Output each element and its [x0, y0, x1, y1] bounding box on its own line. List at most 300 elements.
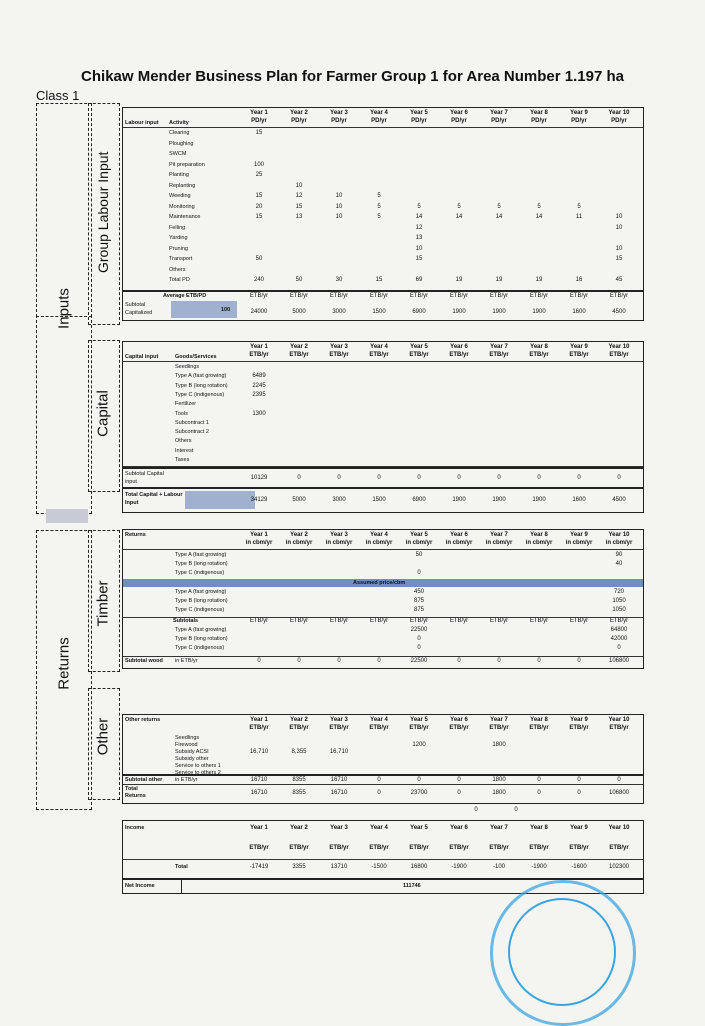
- year-header: Year 5: [410, 825, 428, 831]
- capital-row-label: Taxes: [175, 457, 190, 463]
- timber-value-row-label: Type B (long rotation): [175, 636, 228, 642]
- other-row-label: Subsidy other: [175, 756, 209, 762]
- timber-price-row-label: Type B (long rotation): [175, 598, 228, 604]
- unit-header: ETB/yr: [529, 725, 549, 731]
- capital-row-value: 1300: [252, 410, 266, 417]
- labour-subtotal-value: 5000: [292, 309, 306, 315]
- etb-unit: ETB/yr: [409, 293, 429, 299]
- timber-price-row-value: 1050: [612, 607, 626, 613]
- labour-row-value: 10: [335, 214, 343, 220]
- unit-header: ETB/yr: [409, 352, 429, 358]
- labour-row-value: 50: [295, 277, 303, 283]
- capital-subtotal-label: Subtotal Capital input: [125, 471, 164, 485]
- other-returns-label: Other returns: [125, 717, 161, 723]
- timber-volume-row-value: 40: [615, 561, 623, 567]
- income-total-value: -1900: [531, 864, 547, 870]
- capital-subtotal-value: 0: [297, 475, 301, 481]
- shaded-marker: [46, 509, 88, 523]
- unit-header: ETB/yr: [249, 352, 269, 358]
- other-subtotal-value: 0: [537, 777, 541, 783]
- income-total-value: -1900: [451, 864, 467, 870]
- other-total-value: 16710: [250, 790, 268, 796]
- etb-unit: ETB/yr: [329, 618, 349, 624]
- unit-header: ETB/yr: [249, 845, 269, 851]
- timber-subtotal-value: 0: [497, 658, 501, 664]
- capital-row-label: Tools: [175, 410, 188, 417]
- other-subtotal-value: 0: [577, 777, 581, 783]
- income-total-value: 102300: [608, 864, 630, 870]
- etb-unit: ETB/yr: [409, 618, 429, 624]
- labour-row-value: 100: [253, 161, 264, 168]
- labour-row-value: 5: [497, 203, 501, 210]
- other-row-value: 8,355: [291, 749, 307, 755]
- timber-subtotal-value: 0: [297, 658, 301, 664]
- labour-row-label: Planting: [169, 172, 189, 178]
- labour-subtotal-value: 24000: [250, 309, 268, 315]
- labour-row-value: 45: [615, 277, 623, 283]
- capital-total-value: 1500: [372, 497, 386, 503]
- timber-table: [122, 529, 644, 669]
- year-header: Year 3: [330, 532, 348, 538]
- unit-header: ETB/yr: [289, 725, 309, 731]
- unit-header: ETB/yr: [609, 352, 629, 358]
- other-subtotal-value: 16710: [330, 777, 348, 783]
- unit-header: ETB/yr: [569, 725, 589, 731]
- income-table: [122, 820, 644, 880]
- unit-header: in cbm/yr: [485, 540, 513, 546]
- labour-row-value: 19: [535, 277, 543, 283]
- labour-row-value: 240: [253, 277, 264, 283]
- labour-row-value: 5: [377, 203, 381, 210]
- unit-header: ETB/yr: [609, 845, 629, 851]
- year-header: Year 7: [490, 717, 508, 723]
- capital-total-value: 1900: [532, 497, 546, 503]
- labour-row-value: 25: [255, 172, 263, 178]
- timber-value-row-label: Type C (indigenous): [175, 645, 225, 651]
- labour-row-value: 12: [295, 193, 303, 199]
- year-header: Year 10: [608, 717, 630, 723]
- year-header: Year 4: [370, 717, 388, 723]
- group-labour-label: Group Labour Input: [95, 151, 111, 273]
- timber-value-row-value: 0: [417, 636, 421, 642]
- capital-label: Capital: [94, 390, 112, 437]
- unit-header: ETB/yr: [569, 352, 589, 358]
- capital-row-label: Seedlings: [175, 364, 200, 370]
- unit-header: PD/yr: [451, 118, 467, 124]
- page-title: Chikaw Mender Business Plan for Farmer Group 1 for Area Number 1.197 ha: [81, 68, 624, 85]
- unit-header: ETB/yr: [409, 845, 429, 851]
- timber-price-row-value: 450: [413, 589, 424, 595]
- labour-subtotal-value: 1500: [372, 309, 386, 315]
- other-total-value: 1800: [492, 790, 506, 796]
- labour-row-value: 69: [415, 277, 423, 283]
- capital-row-value: 2245: [252, 382, 266, 389]
- unit-header: ETB/yr: [329, 845, 349, 851]
- unit-header: in cbm/yr: [325, 540, 353, 546]
- capital-row-label: Type A (fast growing): [175, 373, 227, 380]
- labour-subtotal-value: 4500: [612, 309, 626, 315]
- etb-unit: ETB/yr: [289, 618, 309, 624]
- capital-row-label: Type B (long rotation): [175, 382, 228, 389]
- timber-value-row-value: 64800: [610, 627, 628, 633]
- labour-subtotal-value: 3000: [332, 309, 346, 315]
- capital-total-value: 6900: [412, 497, 426, 503]
- subtotal-wood-label: Subtotal wood: [125, 658, 163, 664]
- capital-total-value: 1600: [572, 497, 586, 503]
- labour-row-value: 30: [335, 277, 343, 283]
- income-total-label: Total: [175, 864, 188, 870]
- labour-row-value: 14: [415, 214, 423, 220]
- avg-value: 100: [221, 307, 231, 313]
- capital-row-label: Interest: [175, 447, 194, 454]
- year-header: Year 1: [250, 825, 268, 831]
- timber-price-row-value: 875: [413, 607, 424, 613]
- etb-unit: ETB/yr: [249, 618, 269, 624]
- year-header: Year 2: [290, 344, 308, 350]
- subtotal-other-label: Subtotal other: [125, 777, 163, 783]
- labour-subtotal-value: 1900: [452, 309, 466, 315]
- timber-subtotal-value: 106800: [608, 658, 630, 664]
- labour-row-label: SWCM: [169, 151, 187, 157]
- unit-header: ETB/yr: [529, 352, 549, 358]
- labour-row-value: 50: [255, 256, 263, 262]
- income-total-value: 13710: [330, 864, 348, 870]
- unit-header: in cbm/yr: [445, 540, 473, 546]
- timber-label: Timber: [94, 580, 112, 627]
- net-income-value: 111746: [403, 883, 421, 889]
- unit-header: ETB/yr: [449, 845, 469, 851]
- unit-header: ETB/yr: [489, 845, 509, 851]
- other-row-label: Subsidy ACSI: [175, 749, 209, 755]
- other-totals: [122, 774, 644, 804]
- subtotal-label: Subtotal: [125, 302, 146, 308]
- year-header: Year 8: [530, 532, 548, 538]
- labour-row-label: Maintenance: [169, 214, 201, 220]
- timber-price-row-value: 720: [613, 589, 624, 595]
- timber-volume-row-value: 50: [415, 552, 423, 558]
- etb-unit: ETB/yr: [449, 618, 469, 624]
- unit-header: ETB/yr: [329, 352, 349, 358]
- etb-unit: ETB/yr: [369, 293, 389, 299]
- labour-row-label: Replanting: [169, 182, 196, 189]
- timber-volume-row-label: Type A (fast growing): [175, 552, 227, 558]
- etb-unit: ETB/yr: [249, 293, 269, 299]
- timber-value-row-value: 42000: [610, 636, 628, 642]
- unit-header: in cbm/yr: [565, 540, 593, 546]
- labour-row-value: 5: [537, 203, 541, 210]
- labour-row-value: 15: [255, 214, 263, 220]
- etb-unit: ETB/yr: [569, 618, 589, 624]
- unit-header: ETB/yr: [569, 845, 589, 851]
- other-total-value: 8355: [292, 790, 306, 796]
- labour-row-value: 10: [295, 182, 303, 189]
- income-label: Income: [125, 825, 145, 831]
- year-header: Year 9: [570, 825, 588, 831]
- unit-header: PD/yr: [611, 118, 627, 124]
- labour-row-label: Pruning: [169, 245, 188, 252]
- timber-subtotal-value: 0: [337, 658, 341, 664]
- capital-subtotal-value: 0: [457, 475, 461, 481]
- subtotals-label: Subtotals: [173, 618, 199, 624]
- labour-row-label: Ploughing: [169, 140, 194, 147]
- other-total-value: 0: [377, 790, 381, 796]
- other-row-label: Firewood: [175, 742, 198, 748]
- labour-row-value: 10: [615, 245, 623, 252]
- year-header: Year 6: [450, 110, 468, 116]
- other-total-value: 0: [577, 790, 581, 796]
- unit-header: ETB/yr: [289, 845, 309, 851]
- year-header: Year 1: [250, 532, 268, 538]
- subtotal-other-unit: in ETB/yr: [175, 777, 198, 783]
- inputs-label: Inputs: [55, 288, 73, 329]
- unit-header: PD/yr: [251, 118, 267, 124]
- capital-subtotal-value: 0: [417, 475, 421, 481]
- year-header: Year 3: [330, 825, 348, 831]
- capital-total-label: Total Capital + Labour Input: [125, 492, 183, 506]
- capital-input-label: Capital input: [125, 354, 159, 360]
- capital-row-label: Fertilizer: [175, 401, 197, 408]
- etb-unit: ETB/yr: [529, 293, 549, 299]
- labour-row-label: Felling: [169, 224, 186, 231]
- unit-header: ETB/yr: [489, 352, 509, 358]
- unit-header: ETB/yr: [369, 725, 389, 731]
- timber-volume-row-label: Type C (indigenous): [175, 570, 225, 576]
- etb-unit: ETB/yr: [569, 293, 589, 299]
- unit-header: PD/yr: [291, 118, 307, 124]
- year-header: Year 5: [410, 344, 428, 350]
- year-header: Year 8: [530, 344, 548, 350]
- labour-row-value: 5: [457, 203, 461, 210]
- year-header: Year 7: [490, 344, 508, 350]
- timber-value-row-value: 0: [417, 645, 421, 651]
- labour-row-value: 15: [255, 193, 263, 199]
- labour-table: [122, 107, 644, 291]
- capital-total-value: 3000: [332, 497, 346, 503]
- labour-row-value: 10: [335, 203, 343, 210]
- year-header: Year 10: [608, 825, 630, 831]
- year-header: Year 9: [570, 344, 588, 350]
- labour-row-value: 19: [455, 277, 463, 283]
- timber-price-row-value: 1050: [612, 598, 626, 604]
- labour-subtotal-value: 1900: [492, 309, 506, 315]
- capital-total-value: 5000: [292, 497, 306, 503]
- other-row-value: 1200: [412, 742, 426, 748]
- capital-row-label: Subcontract 2: [175, 429, 209, 436]
- timber-subtotal-value: 22500: [410, 658, 428, 664]
- below-value-2: 0: [514, 807, 518, 813]
- labour-row-value: 15: [615, 256, 623, 262]
- other-subtotal-value: 8355: [292, 777, 306, 783]
- labour-row-value: 16: [575, 277, 583, 283]
- other-subtotal-value: 0: [617, 777, 621, 783]
- capital-table: [122, 341, 644, 469]
- unit-header: ETB/yr: [449, 725, 469, 731]
- labour-subtotal-value: 1600: [572, 309, 586, 315]
- year-header: Year 8: [530, 110, 548, 116]
- year-header: Year 1: [250, 110, 268, 116]
- other-subtotal-value: 1800: [492, 777, 506, 783]
- timber-subtotal-value: 0: [377, 658, 381, 664]
- labour-row-label: Transport: [169, 256, 193, 262]
- capital-total-value: 4500: [612, 497, 626, 503]
- labour-row-value: 10: [615, 224, 623, 231]
- income-total-value: 3355: [292, 864, 306, 870]
- returns-label: Returns: [55, 637, 73, 690]
- other-row-value: 1800: [492, 742, 506, 748]
- timber-value-row-label: Type A (fast growing): [175, 627, 227, 633]
- labour-row-value: 5: [377, 193, 381, 199]
- year-header: Year 9: [570, 717, 588, 723]
- timber-price-row-label: Type A (fast growing): [175, 589, 227, 595]
- other-subtotal-value: 0: [457, 777, 461, 783]
- labour-row-value: 5: [417, 203, 421, 210]
- other-total-value: 23700: [410, 790, 428, 796]
- year-header: Year 10: [608, 344, 630, 350]
- unit-header: PD/yr: [371, 118, 387, 124]
- capital-row-label: Type C (indigenous): [175, 391, 225, 398]
- etb-unit: ETB/yr: [609, 618, 629, 624]
- unit-header: ETB/yr: [249, 725, 269, 731]
- capital-subtotal-row: [122, 467, 644, 489]
- labour-row-label: Yarding: [169, 235, 188, 241]
- labour-row-label: Pit preparation: [169, 161, 205, 168]
- capital-total-row: [122, 487, 644, 513]
- labour-row-value: 5: [577, 203, 581, 210]
- capital-total-value: 34129: [250, 497, 268, 503]
- labour-row-value: 10: [615, 214, 623, 220]
- year-header: Year 5: [410, 110, 428, 116]
- unit-header: ETB/yr: [449, 352, 469, 358]
- other-row-label: Service to others 2: [175, 770, 221, 776]
- labour-row-value: 15: [415, 256, 423, 262]
- other-total-value: 16710: [330, 790, 348, 796]
- year-header: Year 5: [410, 717, 428, 723]
- other-total-value: 106800: [608, 790, 630, 796]
- timber-price-row-label: Type C (indigenous): [175, 607, 225, 613]
- other-row-label: Seedlings: [175, 735, 200, 741]
- capital-row-value: 2395: [252, 391, 266, 398]
- labour-input-label: Labour input: [125, 120, 159, 126]
- labour-row-value: 12: [415, 224, 423, 231]
- labour-row-value: 19: [495, 277, 503, 283]
- timber-value-row-value: 22500: [410, 627, 428, 633]
- year-header: Year 7: [490, 825, 508, 831]
- etb-unit: ETB/yr: [329, 293, 349, 299]
- year-header: Year 3: [330, 717, 348, 723]
- unit-header: ETB/yr: [369, 352, 389, 358]
- labour-subtotal-value: 6900: [412, 309, 426, 315]
- unit-header: PD/yr: [491, 118, 507, 124]
- year-header: Year 9: [570, 532, 588, 538]
- etb-unit: ETB/yr: [489, 618, 509, 624]
- below-value-1: 0: [474, 807, 478, 813]
- capital-subtotal-value: 0: [337, 475, 341, 481]
- total-returns-label: Total Returns: [125, 786, 146, 799]
- etb-unit: ETB/yr: [529, 618, 549, 624]
- other-total-value: 0: [457, 790, 461, 796]
- timber-price-row-value: 875: [413, 598, 424, 604]
- capitalized-label: Capitalized: [125, 310, 153, 316]
- unit-header: in cbm/yr: [525, 540, 553, 546]
- labour-row-label: Clearing: [169, 130, 190, 136]
- labour-row-value: 15: [295, 203, 303, 210]
- labour-row-value: 10: [415, 245, 423, 252]
- labour-row-value: 11: [575, 214, 583, 220]
- capital-subtotal-value: 0: [377, 475, 381, 481]
- capital-row-value: 6489: [252, 373, 266, 380]
- labour-row-value: 14: [495, 214, 503, 220]
- income-total-value: -1500: [371, 864, 387, 870]
- year-header: Year 4: [370, 344, 388, 350]
- year-header: Year 2: [290, 110, 308, 116]
- year-header: Year 8: [530, 717, 548, 723]
- capital-subtotal-value: 0: [497, 475, 501, 481]
- net-income-label: Net Income: [125, 883, 155, 889]
- timber-subtotal-value: 0: [537, 658, 541, 664]
- timber-subtotal-value: 0: [577, 658, 581, 664]
- unit-header: ETB/yr: [609, 725, 629, 731]
- unit-header: in cbm/yr: [245, 540, 273, 546]
- timber-volume-row-value: 90: [615, 552, 623, 558]
- income-total-value: 16800: [410, 864, 428, 870]
- year-header: Year 5: [410, 532, 428, 538]
- year-header: Year 2: [290, 717, 308, 723]
- labour-row-value: 14: [535, 214, 543, 220]
- income-total-value: -17419: [249, 864, 269, 870]
- year-header: Year 4: [370, 825, 388, 831]
- year-header: Year 3: [330, 110, 348, 116]
- capital-row-label: Others: [175, 438, 192, 445]
- other-subtotal-value: 0: [417, 777, 421, 783]
- unit-header: ETB/yr: [409, 725, 429, 731]
- other-total-value: 0: [537, 790, 541, 796]
- year-header: Year 9: [570, 110, 588, 116]
- year-header: Year 6: [450, 717, 468, 723]
- labour-row-value: 15: [255, 130, 263, 136]
- year-header: Year 3: [330, 344, 348, 350]
- labour-row-value: 13: [295, 214, 303, 220]
- timber-value-row-value: 0: [617, 645, 621, 651]
- capital-total-value: 1900: [452, 497, 466, 503]
- year-header: Year 6: [450, 825, 468, 831]
- timber-volume-row-value: 0: [417, 570, 421, 576]
- activity-header: Activity: [169, 120, 189, 126]
- capital-total-value: 1900: [492, 497, 506, 503]
- etb-unit: ETB/yr: [489, 293, 509, 299]
- labour-row-label: Monitoring: [169, 203, 195, 210]
- labour-row-label: Others: [169, 266, 186, 273]
- unit-header: PD/yr: [411, 118, 427, 124]
- unit-header: PD/yr: [531, 118, 547, 124]
- other-label: Other: [94, 717, 112, 756]
- class-label: Class 1: [36, 88, 80, 103]
- capital-subtotal-value: 0: [577, 475, 581, 481]
- year-header: Year 10: [608, 532, 630, 538]
- unit-header: ETB/yr: [529, 845, 549, 851]
- income-total-value: -1600: [571, 864, 587, 870]
- labour-row-value: 5: [377, 214, 381, 220]
- goods-header: Goods/Services: [175, 354, 217, 360]
- unit-header: ETB/yr: [489, 725, 509, 731]
- year-header: Year 6: [450, 344, 468, 350]
- timber-volume-row-label: Type B (long rotation): [175, 561, 228, 567]
- subtotal-wood-unit: in ETB/yr: [175, 658, 198, 664]
- labour-row-label: Total PD: [169, 277, 190, 283]
- avg-etb-label: Average ETB/PD: [163, 293, 207, 299]
- year-header: Year 7: [490, 532, 508, 538]
- labour-subtotal-value: 1900: [532, 309, 546, 315]
- etb-unit: ETB/yr: [449, 293, 469, 299]
